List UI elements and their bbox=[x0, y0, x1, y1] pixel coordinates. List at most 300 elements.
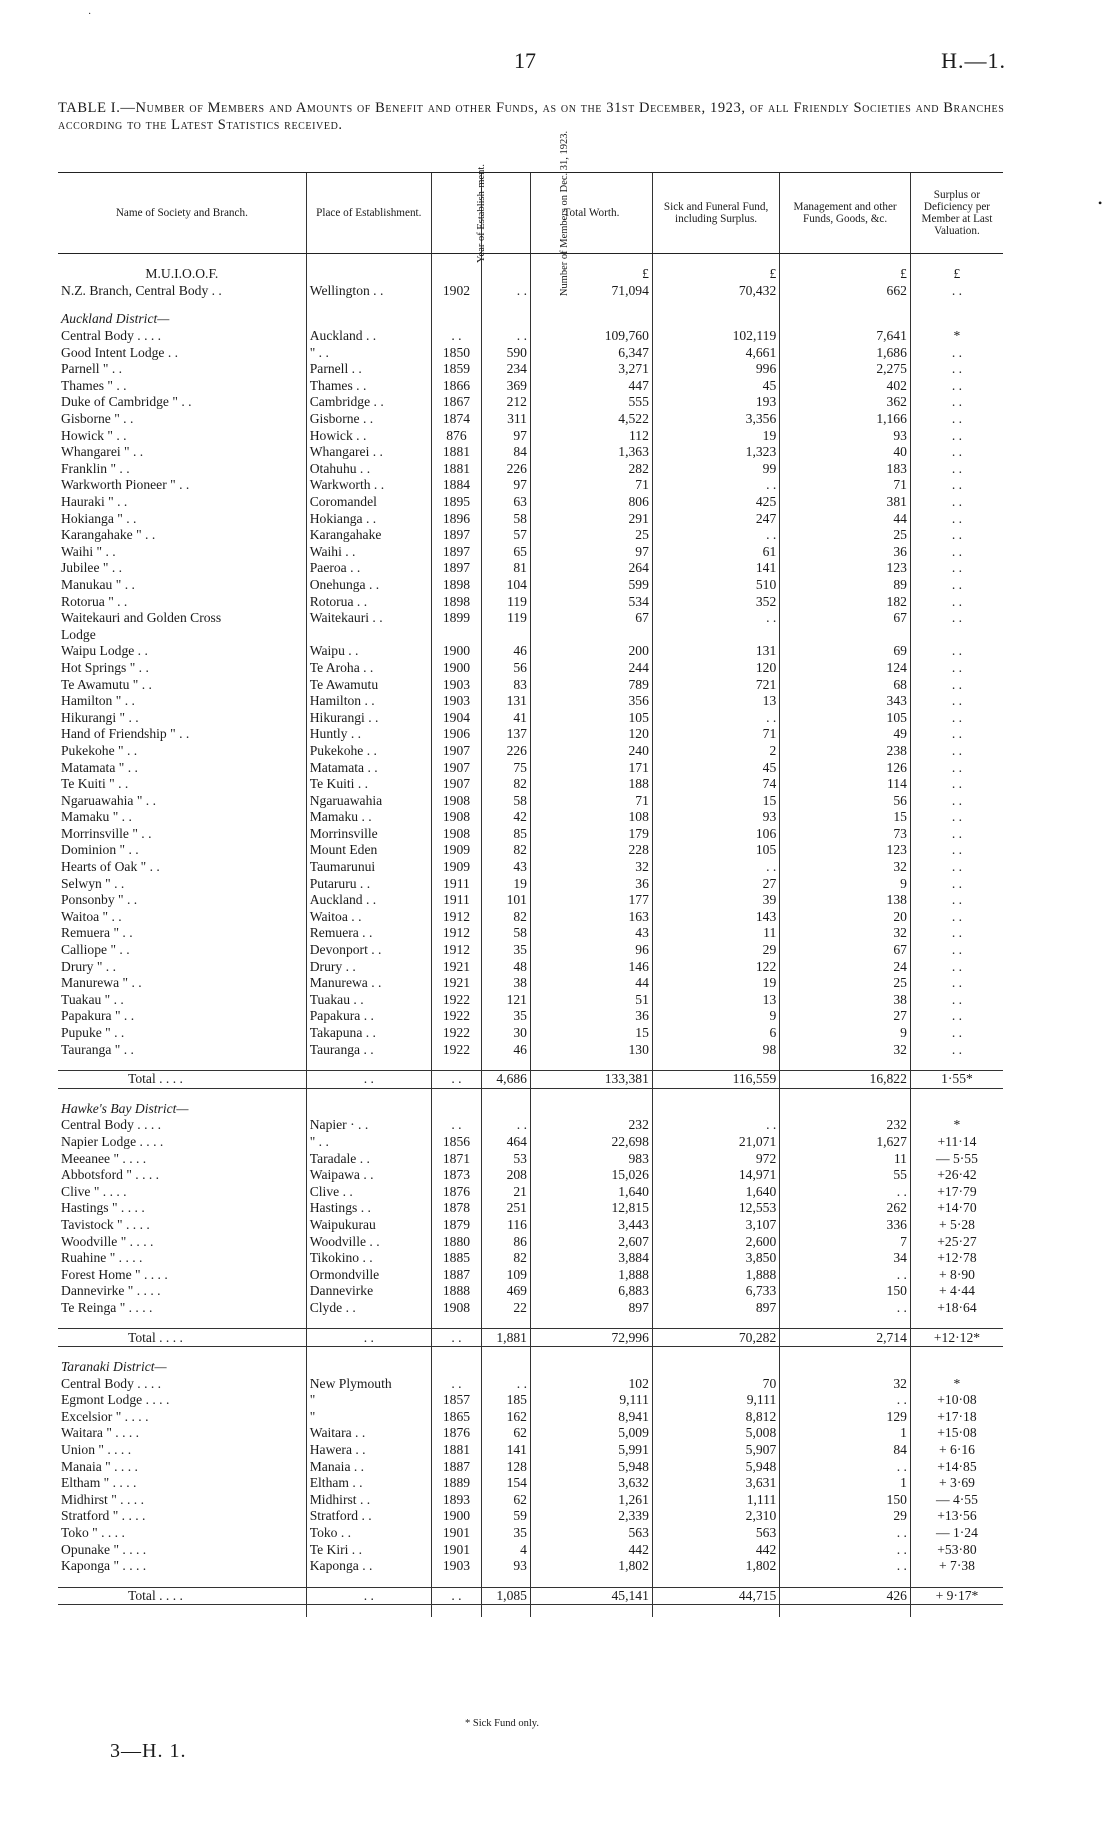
table-row-cell: 19 bbox=[481, 875, 530, 892]
table-row-cell: 44 bbox=[780, 510, 911, 527]
table-row-cell: 82 bbox=[481, 909, 530, 926]
table-row-cell: 40 bbox=[780, 444, 911, 461]
table-row-cell: 1900 bbox=[431, 1508, 481, 1525]
table-row-cell: Drury " . . bbox=[61, 958, 117, 974]
total-row-cell: Total . . . . bbox=[58, 1329, 306, 1347]
table-row-cell: + 5·28 bbox=[910, 1217, 1003, 1234]
table-row-cell: . . bbox=[481, 1117, 530, 1134]
table-row-cell: 1900 bbox=[431, 643, 481, 660]
table-row bbox=[58, 842, 1003, 859]
table-row bbox=[58, 394, 1003, 411]
table-row-cell: 3,631 bbox=[652, 1475, 779, 1492]
table-row-cell: Union " . . . . bbox=[61, 1442, 132, 1458]
societies-table bbox=[58, 130, 1003, 1617]
table-row-cell: Hastings " . . . . bbox=[61, 1200, 145, 1216]
table-row-cell: * bbox=[910, 1117, 1003, 1134]
table-row-cell: 45 bbox=[652, 378, 779, 395]
table-row-cell: . . bbox=[910, 378, 1003, 395]
top-row bbox=[58, 283, 1003, 300]
table-row bbox=[58, 1375, 1003, 1392]
table-row-cell: Ngaruawahia bbox=[306, 792, 431, 809]
table-row-cell: . . bbox=[910, 809, 1003, 826]
table-row-cell: 362 bbox=[780, 394, 911, 411]
table-row-cell: 36 bbox=[780, 544, 911, 561]
table-row bbox=[58, 1008, 1003, 1025]
table-row-cell: Tuakau " . . bbox=[61, 991, 124, 1007]
table-row-cell: . . bbox=[910, 842, 1003, 859]
table-row-cell: 2 bbox=[652, 743, 779, 760]
table-row-cell: +15·08 bbox=[910, 1425, 1003, 1442]
table-row-cell: 1,888 bbox=[652, 1266, 779, 1283]
table-row-cell: 1909 bbox=[431, 859, 481, 876]
table-row-cell: Manukau " . . bbox=[61, 576, 135, 592]
col-sick-fund: Sick and Funeral Fund, including Surplus. bbox=[652, 173, 779, 254]
table-row-cell: Clyde . . bbox=[306, 1300, 431, 1317]
table-row-cell: . . bbox=[652, 1117, 779, 1134]
table-row-cell: 226 bbox=[481, 743, 530, 760]
table-row-cell: . . bbox=[910, 892, 1003, 909]
table-row-cell: " bbox=[306, 1392, 431, 1409]
table-row-cell: 21,071 bbox=[652, 1134, 779, 1151]
table-row-cell: Hauraki " . . bbox=[61, 494, 128, 510]
total-row-cell: . . bbox=[306, 1329, 431, 1347]
table-row-cell: Waitoa " . . bbox=[61, 908, 122, 924]
col-name: Name of Society and Branch. bbox=[58, 173, 306, 254]
table-row-cell: 114 bbox=[780, 776, 911, 793]
table-row-cell: 13 bbox=[652, 992, 779, 1009]
table-row-cell: Waihi . . bbox=[306, 544, 431, 561]
table-row-cell: Morrinsville " . . bbox=[61, 825, 152, 841]
table-row-cell: Lodge bbox=[61, 626, 96, 642]
table-row-cell: " . . bbox=[306, 344, 431, 361]
table-row-cell: 75 bbox=[481, 759, 530, 776]
table-row-cell: Franklin " . . bbox=[61, 460, 130, 476]
table-row-cell: 35 bbox=[481, 942, 530, 959]
table-row-cell: 291 bbox=[530, 510, 652, 527]
table-row-cell: 200 bbox=[530, 643, 652, 660]
table-row-cell: 122 bbox=[652, 958, 779, 975]
table-row-cell: 9 bbox=[780, 875, 911, 892]
table-row-cell: 29 bbox=[652, 942, 779, 959]
table-row-cell: 30 bbox=[481, 1025, 530, 1042]
table-row-cell: +25·27 bbox=[910, 1233, 1003, 1250]
table-row-cell: . . bbox=[910, 743, 1003, 760]
table-row-cell: Tikokino . . bbox=[306, 1250, 431, 1267]
table-row-cell: 232 bbox=[530, 1117, 652, 1134]
table-row-cell: . . bbox=[910, 759, 1003, 776]
table-row bbox=[58, 494, 1003, 511]
table-row-cell: 105 bbox=[530, 709, 652, 726]
table-row-cell: 71 bbox=[780, 477, 911, 494]
table-row-cell: 22 bbox=[481, 1300, 530, 1317]
table-row-cell: . . bbox=[910, 577, 1003, 594]
table-row-cell: 123 bbox=[780, 560, 911, 577]
table-row-cell: 84 bbox=[481, 444, 530, 461]
table-row-cell: . . bbox=[910, 1025, 1003, 1042]
table-row-cell: 121 bbox=[481, 992, 530, 1009]
table-row-cell: 36 bbox=[530, 875, 652, 892]
table-row-cell: 343 bbox=[780, 693, 911, 710]
table-row-cell: 4,661 bbox=[652, 344, 779, 361]
table-row-cell: . . bbox=[910, 726, 1003, 743]
table-row-cell: 1,640 bbox=[652, 1183, 779, 1200]
table-row-cell: + 3·69 bbox=[910, 1475, 1003, 1492]
table-row-cell: 44 bbox=[530, 975, 652, 992]
table-row-cell: Calliope " . . bbox=[61, 942, 130, 958]
table-row-cell: . . bbox=[780, 1541, 911, 1558]
table-row-cell: 162 bbox=[481, 1409, 530, 1426]
district-name: Taranaki District— bbox=[61, 1359, 167, 1375]
table-row bbox=[58, 875, 1003, 892]
table-row-cell: 240 bbox=[530, 743, 652, 760]
table-row bbox=[58, 1134, 1003, 1151]
table-row-cell: 12,815 bbox=[530, 1200, 652, 1217]
table-row-cell: Waihi " . . bbox=[61, 543, 116, 559]
table-row-cell: 41 bbox=[481, 709, 530, 726]
table-row-cell: 3,356 bbox=[652, 411, 779, 428]
total-row-cell: Total . . . . bbox=[58, 1587, 306, 1605]
table-row-cell: 996 bbox=[652, 361, 779, 378]
table-row bbox=[58, 743, 1003, 760]
table-row-cell: 11 bbox=[652, 925, 779, 942]
table-row-cell: 1 bbox=[780, 1425, 911, 1442]
table-row-cell: Karangahake bbox=[306, 527, 431, 544]
table-row-cell: Opunake " . . . . bbox=[61, 1541, 147, 1557]
table-row-cell: . . bbox=[910, 792, 1003, 809]
col-year bbox=[431, 164, 487, 263]
table-row-cell: Thames " . . bbox=[61, 377, 127, 393]
table-row bbox=[58, 1266, 1003, 1283]
table-row-cell: Cambridge . . bbox=[306, 394, 431, 411]
table-row-cell: 106 bbox=[652, 826, 779, 843]
table-row-cell: 1850 bbox=[431, 344, 481, 361]
table-row-cell: +12·78 bbox=[910, 1250, 1003, 1267]
total-row-cell: 426 bbox=[780, 1587, 911, 1605]
table-row-cell bbox=[652, 626, 779, 643]
table-row-cell: . . bbox=[910, 610, 1003, 627]
table-row-cell: . . bbox=[910, 560, 1003, 577]
table-row-cell: 244 bbox=[530, 660, 652, 677]
table-row-cell: . . bbox=[910, 859, 1003, 876]
table-row-cell: 71 bbox=[652, 726, 779, 743]
table-row-cell: . . bbox=[780, 1558, 911, 1575]
table-row-cell: 1907 bbox=[431, 759, 481, 776]
table-row-cell: 1911 bbox=[431, 875, 481, 892]
table-row-cell: Te Aroha . . bbox=[306, 660, 431, 677]
table-row-cell: Manurewa . . bbox=[306, 975, 431, 992]
table-row-cell: 99 bbox=[652, 461, 779, 478]
table-row bbox=[58, 925, 1003, 942]
table-row-cell: 82 bbox=[481, 1250, 530, 1267]
table-row-cell: 35 bbox=[481, 1008, 530, 1025]
table-row-cell: 32 bbox=[780, 1041, 911, 1058]
table-row-cell: 97 bbox=[530, 544, 652, 561]
table-row-cell: 82 bbox=[481, 776, 530, 793]
top-row-cell: 70,432 bbox=[652, 283, 779, 300]
table-row-cell: 3,850 bbox=[652, 1250, 779, 1267]
table-row-cell: 447 bbox=[530, 378, 652, 395]
table-row bbox=[58, 477, 1003, 494]
table-row-cell: Howick " . . bbox=[61, 427, 127, 443]
table-row-cell: " bbox=[306, 1409, 431, 1426]
table-row-cell: Central Body . . . . bbox=[61, 328, 162, 344]
table-row-cell: 15 bbox=[652, 792, 779, 809]
table-row-cell: Toko . . bbox=[306, 1525, 431, 1542]
table-row-cell: Stratford " . . . . bbox=[61, 1508, 146, 1524]
table-row-cell: Clive " . . . . bbox=[61, 1183, 127, 1199]
table-row-cell: 1887 bbox=[431, 1266, 481, 1283]
table-row-cell: 108 bbox=[530, 809, 652, 826]
table-row-cell: 146 bbox=[530, 958, 652, 975]
table-row-cell: Dominion " . . bbox=[61, 842, 139, 858]
table-row bbox=[58, 759, 1003, 776]
table-row bbox=[58, 909, 1003, 926]
table-row bbox=[58, 660, 1003, 677]
header-row bbox=[58, 173, 1003, 254]
table-row-cell: 1878 bbox=[431, 1200, 481, 1217]
table-row-cell: 1,166 bbox=[780, 411, 911, 428]
table-row-cell: 369 bbox=[481, 378, 530, 395]
table-row-cell: 27 bbox=[780, 1008, 911, 1025]
table-row-cell: Woodville . . bbox=[306, 1233, 431, 1250]
table-row-cell: Waipawa . . bbox=[306, 1167, 431, 1184]
table-row-cell: 120 bbox=[530, 726, 652, 743]
table-row-cell: 55 bbox=[780, 1167, 911, 1184]
table-row-cell: 15 bbox=[780, 809, 911, 826]
table-row-cell: 442 bbox=[530, 1541, 652, 1558]
table-row-cell: 1903 bbox=[431, 693, 481, 710]
table-row-cell: + 8·90 bbox=[910, 1266, 1003, 1283]
table-row-cell: 590 bbox=[481, 344, 530, 361]
table-row-cell: 469 bbox=[481, 1283, 530, 1300]
table-row-cell: 1912 bbox=[431, 925, 481, 942]
table-row-cell: 1912 bbox=[431, 942, 481, 959]
table-row-cell: Kaponga " . . . . bbox=[61, 1558, 147, 1574]
table-row-cell: . . bbox=[652, 527, 779, 544]
table-row bbox=[58, 1475, 1003, 1492]
table-row-cell: Hot Springs " . . bbox=[61, 659, 149, 675]
table-row-cell: . . bbox=[910, 909, 1003, 926]
table-row-cell: 352 bbox=[652, 593, 779, 610]
table-row-cell: 129 bbox=[780, 1409, 911, 1426]
table-row bbox=[58, 1541, 1003, 1558]
table-row-cell: 1867 bbox=[431, 394, 481, 411]
table-row-cell: . . bbox=[910, 875, 1003, 892]
table-row-cell: Forest Home " . . . . bbox=[61, 1266, 168, 1282]
table-row-cell: +14·70 bbox=[910, 1200, 1003, 1217]
table-row-cell: Waitekauri . . bbox=[306, 610, 431, 627]
table-row-cell: 212 bbox=[481, 394, 530, 411]
table-row-cell: — 4·55 bbox=[910, 1492, 1003, 1509]
table-row-cell: 89 bbox=[780, 577, 911, 594]
table-row-cell: 1901 bbox=[431, 1541, 481, 1558]
table-row-cell: Hokianga . . bbox=[306, 510, 431, 527]
table-row-cell: Te Kuiti " . . bbox=[61, 776, 129, 792]
table-row bbox=[58, 792, 1003, 809]
table-row-cell: 3,632 bbox=[530, 1475, 652, 1492]
table-row-cell: Whangarei . . bbox=[306, 444, 431, 461]
table-row-cell: 1865 bbox=[431, 1409, 481, 1426]
table-row-cell: 104 bbox=[481, 577, 530, 594]
table-row-cell: 46 bbox=[481, 1041, 530, 1058]
table-row-cell: . . bbox=[910, 676, 1003, 693]
margin-mark: · bbox=[88, 9, 92, 20]
table-row-cell: 1898 bbox=[431, 593, 481, 610]
table-row-cell: Central Body . . . . bbox=[61, 1117, 162, 1133]
table-row-cell: 1 bbox=[780, 1475, 911, 1492]
table-row-cell: 234 bbox=[481, 361, 530, 378]
table-row-cell: Eltham . . bbox=[306, 1475, 431, 1492]
table-row-cell: 101 bbox=[481, 892, 530, 909]
table-row-cell: . . bbox=[910, 593, 1003, 610]
total-row-cell: 2,714 bbox=[780, 1329, 911, 1347]
table-row-cell: 1922 bbox=[431, 1041, 481, 1058]
table-row-cell: 25 bbox=[780, 527, 911, 544]
table-row-cell: 1866 bbox=[431, 378, 481, 395]
table-row-cell: 721 bbox=[652, 676, 779, 693]
sheet-mark: 3—H. 1. bbox=[110, 1740, 187, 1762]
table-row-cell: 183 bbox=[780, 461, 911, 478]
table-row-cell: 12,553 bbox=[652, 1200, 779, 1217]
table-row-cell: 141 bbox=[481, 1442, 530, 1459]
table-row-cell: Tuakau . . bbox=[306, 992, 431, 1009]
table-row-cell: 1912 bbox=[431, 909, 481, 926]
table-row-cell: 1,802 bbox=[652, 1558, 779, 1575]
table-row-cell: 102,119 bbox=[652, 328, 779, 345]
table-row-cell: 1893 bbox=[431, 1492, 481, 1509]
table-row-cell: 97 bbox=[481, 427, 530, 444]
table-row-cell: +13·56 bbox=[910, 1508, 1003, 1525]
table-row-cell: 43 bbox=[481, 859, 530, 876]
table-row-cell: 464 bbox=[481, 1134, 530, 1151]
table-row-cell: Te Awamutu " . . bbox=[61, 676, 152, 692]
table-row-cell: 185 bbox=[481, 1392, 530, 1409]
table-row-cell bbox=[431, 626, 481, 643]
table-row-cell: . . bbox=[431, 328, 481, 345]
table-row-cell: . . bbox=[910, 643, 1003, 660]
table-row-cell: 232 bbox=[780, 1117, 911, 1134]
table-row-cell: Putaruru . . bbox=[306, 875, 431, 892]
table-row bbox=[58, 411, 1003, 428]
table-row-cell: 63 bbox=[481, 494, 530, 511]
table-row-cell: Whangarei " . . bbox=[61, 444, 144, 460]
table-row-cell: 1904 bbox=[431, 709, 481, 726]
table-row-cell: . . bbox=[481, 328, 530, 345]
table-row-cell bbox=[306, 626, 431, 643]
table-row-cell: . . bbox=[910, 925, 1003, 942]
table-row-cell: 38 bbox=[481, 975, 530, 992]
table-row-cell: 51 bbox=[530, 992, 652, 1009]
table-row-cell: Abbotsford " . . . . bbox=[61, 1167, 160, 1183]
table-row-cell: 1908 bbox=[431, 826, 481, 843]
table-row-cell: 20 bbox=[780, 909, 911, 926]
table-row-cell: 6,733 bbox=[652, 1283, 779, 1300]
table-row-cell: Te Kuiti . . bbox=[306, 776, 431, 793]
table-row bbox=[58, 892, 1003, 909]
total-row-cell: 1,085 bbox=[481, 1587, 530, 1605]
table-row-cell: Waitara . . bbox=[306, 1425, 431, 1442]
table-row-cell: 1888 bbox=[431, 1283, 481, 1300]
table-row-cell: 2,339 bbox=[530, 1508, 652, 1525]
table-row-cell: 381 bbox=[780, 494, 911, 511]
table-row bbox=[58, 709, 1003, 726]
table-row-cell: 105 bbox=[780, 709, 911, 726]
table-row-cell: 262 bbox=[780, 1200, 911, 1217]
table-row-cell: 1903 bbox=[431, 676, 481, 693]
table-row-cell: Toko " . . . . bbox=[61, 1525, 125, 1541]
table-row-cell: 48 bbox=[481, 958, 530, 975]
table-row-cell: Rotorua . . bbox=[306, 593, 431, 610]
table-row-cell: 171 bbox=[530, 759, 652, 776]
total-row bbox=[58, 1329, 1003, 1347]
table-row-cell: 93 bbox=[481, 1558, 530, 1575]
table-row-cell: . . bbox=[910, 344, 1003, 361]
table-row-cell: 1,640 bbox=[530, 1183, 652, 1200]
table-row-cell: 56 bbox=[780, 792, 911, 809]
table-row-cell: 119 bbox=[481, 593, 530, 610]
col-year-label: Year of Establish-ment. bbox=[475, 164, 487, 263]
table-title-text: Number of Members and Amounts of Benefit and other Funds, as on the 31st December, 1923, of all Friendly Societies and Branches according to the Latest Statistics received. bbox=[58, 100, 1005, 133]
table-row-cell: 208 bbox=[481, 1167, 530, 1184]
total-row-cell: 45,141 bbox=[530, 1587, 652, 1605]
table-row-cell: . . bbox=[910, 510, 1003, 527]
table-row bbox=[58, 958, 1003, 975]
table-row-cell: 93 bbox=[780, 427, 911, 444]
table-row-cell: 1922 bbox=[431, 1025, 481, 1042]
table-row-cell: 119 bbox=[481, 610, 530, 627]
table-row-cell: 1897 bbox=[431, 527, 481, 544]
table-row-cell: 71 bbox=[530, 792, 652, 809]
table-row-cell: 120 bbox=[652, 660, 779, 677]
table-row-cell: 1,627 bbox=[780, 1134, 911, 1151]
table-row-cell: 1921 bbox=[431, 958, 481, 975]
table-row-cell: Excelsior " . . . . bbox=[61, 1408, 149, 1424]
total-row-cell: . . bbox=[306, 1070, 431, 1088]
table-row-cell: Tauranga . . bbox=[306, 1041, 431, 1058]
table-row-cell: 336 bbox=[780, 1217, 911, 1234]
table-row-cell: Hastings . . bbox=[306, 1200, 431, 1217]
col-surplus: Surplus or Deficiency per Member at Last Valuation. bbox=[910, 173, 1003, 254]
table-row-cell: Matamata " . . bbox=[61, 759, 138, 775]
table-row-cell: 9 bbox=[652, 1008, 779, 1025]
table-row-cell: 9 bbox=[780, 1025, 911, 1042]
table-row-cell: 5,948 bbox=[530, 1458, 652, 1475]
table-row-cell: 1,261 bbox=[530, 1492, 652, 1509]
table-row-cell: Hamilton " . . bbox=[61, 693, 135, 709]
table-row-cell: * bbox=[910, 328, 1003, 345]
table-row bbox=[58, 461, 1003, 478]
table-row-cell: 1879 bbox=[431, 1217, 481, 1234]
table-row-cell: Karangahake " . . bbox=[61, 527, 156, 543]
table-row-cell: Taumarunui bbox=[306, 859, 431, 876]
table-row-cell: Gisborne . . bbox=[306, 411, 431, 428]
table-row-cell: . . bbox=[431, 1375, 481, 1392]
table-row bbox=[58, 527, 1003, 544]
table-row-cell: 555 bbox=[530, 394, 652, 411]
table-row-cell: 5,948 bbox=[652, 1458, 779, 1475]
table-row-cell: +10·08 bbox=[910, 1392, 1003, 1409]
table-title-lead: TABLE I.— bbox=[58, 100, 136, 116]
table-row-cell: 8,812 bbox=[652, 1409, 779, 1426]
table-row-cell: 563 bbox=[530, 1525, 652, 1542]
total-row-cell: Total . . . . bbox=[58, 1070, 306, 1088]
table-row-cell: 15 bbox=[530, 1025, 652, 1042]
table-row-cell: Howick . . bbox=[306, 427, 431, 444]
table-row-cell: 5,991 bbox=[530, 1442, 652, 1459]
table-row-cell: . . bbox=[780, 1525, 911, 1542]
table-row bbox=[58, 992, 1003, 1009]
table-row-cell: Tavistock " . . . . bbox=[61, 1216, 150, 1232]
